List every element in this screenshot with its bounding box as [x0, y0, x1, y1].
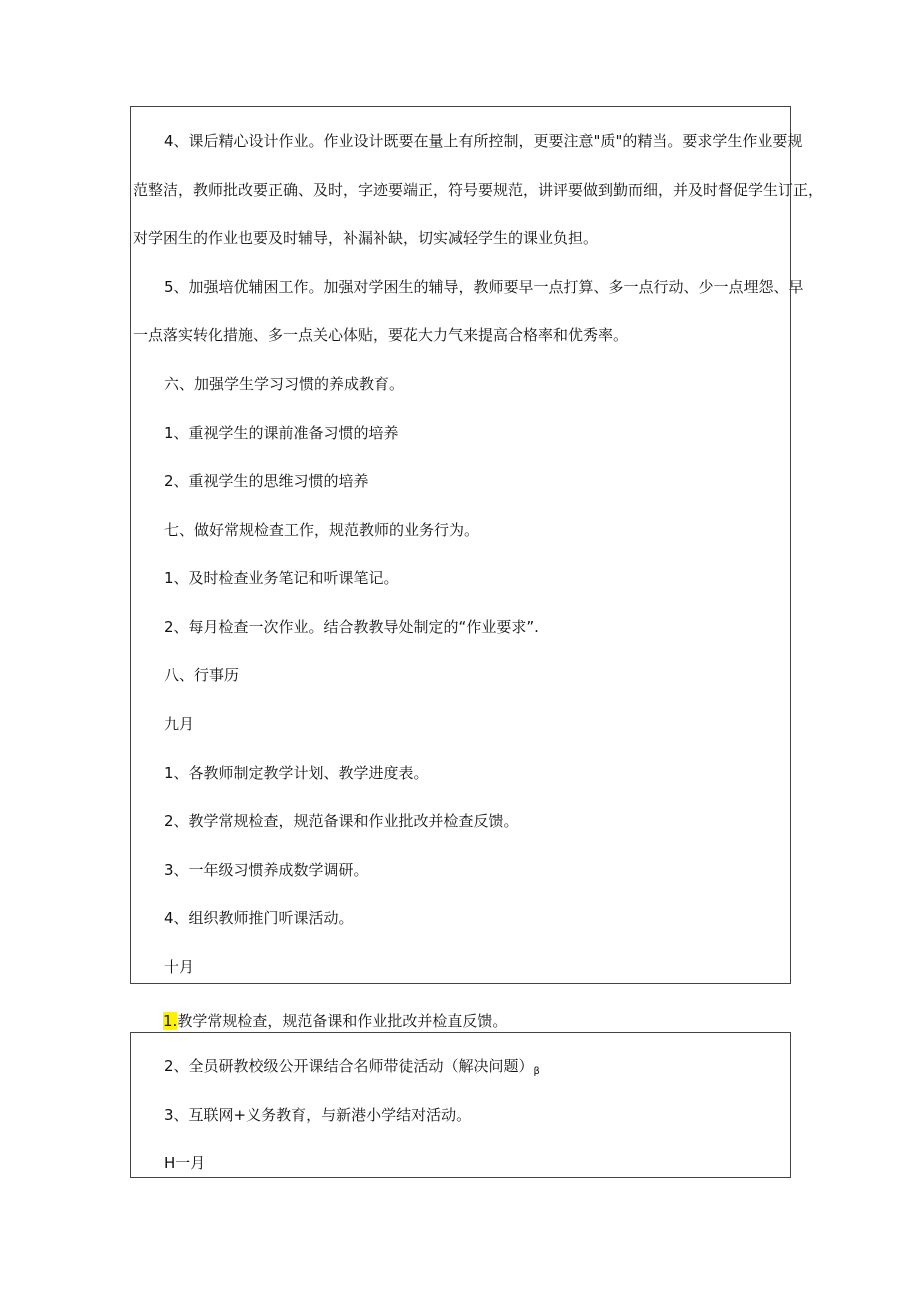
month-heading: 九月	[164, 715, 195, 733]
month-heading: 十月	[164, 958, 195, 976]
table-cell-lower	[130, 1032, 791, 1178]
list-item: 3、互联网+义务教育，与新港小学结对活动。	[164, 1106, 472, 1124]
list-item: 3、一年级习惯养成数学调研。	[164, 861, 369, 879]
paragraph-line: 一点落实转化措施、多一点关心体贴，要花大力气来提高合格率和优秀率。	[133, 326, 629, 344]
floating-list-item	[163, 1011, 507, 1031]
paragraph-line: 范整洁，教师批改要正确、及时，字迹要端正，符号要规范，讲评要做到勤而细，并及时督促学生订正，	[133, 181, 824, 199]
stray-glyph: β	[533, 1066, 540, 1077]
list-item: 1、及时检查业务笔记和听课笔记。	[164, 569, 399, 587]
paragraph-line: 对学困生的作业也要及时辅导，补漏补缺，切实减轻学生的课业负担。	[133, 229, 599, 247]
paragraph-line: 4、课后精心设计作业。作业设计既要在量上有所控制，更要注意"质"的精当。要求学生作业要规	[164, 132, 803, 150]
list-item: 2、每月检查一次作业。结合教教导处制定的“作业要求”.	[164, 618, 539, 636]
list-item-text: 教学常规检查，规范备课和作业批改并检直反馈。	[177, 1012, 508, 1030]
table-cell-upper	[130, 106, 824, 984]
month-heading: H一月	[164, 1154, 206, 1172]
section-heading: 八、行事历	[164, 666, 240, 684]
section-heading: 七、做好常规检查工作，规范教师的业务行为。	[164, 521, 480, 539]
list-item: 2、教学常规检查，规范备课和作业批改并检查反馈。	[164, 812, 519, 830]
list-item	[164, 1056, 540, 1082]
list-item: 2、重视学生的思维习惯的培养	[164, 472, 369, 490]
paragraph-line: 5、加强培优辅困工作。加强对学困生的辅导，教师要早一点打算、多一点行动、少一点埋怨、早	[164, 278, 804, 296]
list-item: 1、重视学生的课前准备习惯的培养	[164, 424, 399, 442]
highlight-marker: 1.	[163, 1012, 178, 1030]
list-item: 4、组织教师推门听课活动。	[164, 909, 354, 927]
list-item-text: 2、全员研教校级公开课结合名师带徒活动（解决问题）	[164, 1057, 534, 1075]
list-item: 1、各教师制定教学计划、教学进度表。	[164, 764, 429, 782]
section-heading: 六、加强学生学习习惯的养成教育。	[164, 375, 405, 393]
